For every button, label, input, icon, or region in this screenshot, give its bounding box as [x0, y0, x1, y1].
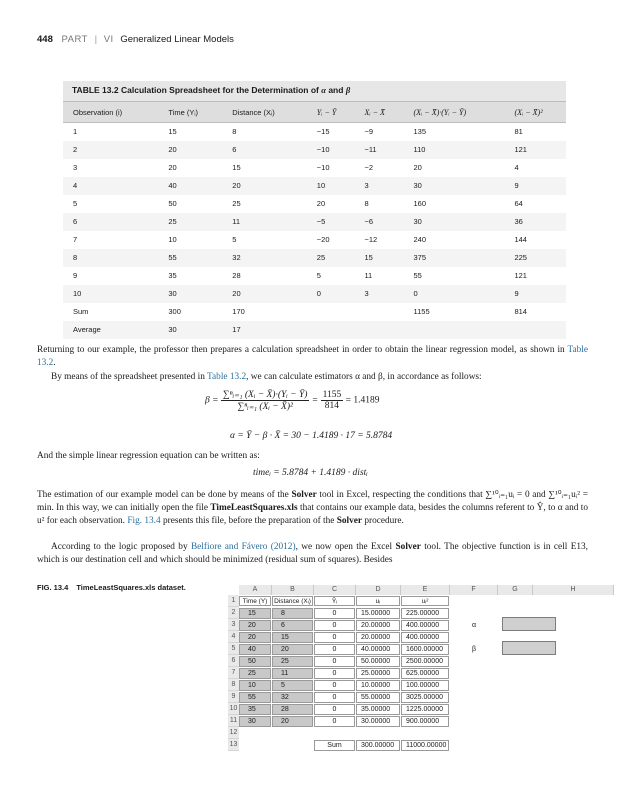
table-row [63, 285, 566, 303]
table-cell [504, 321, 566, 339]
column-letter: A [239, 585, 272, 595]
table-row [63, 267, 566, 285]
table-cell: −5 [307, 213, 355, 231]
table-cell: Average [63, 321, 158, 339]
table-cell: 17 [222, 321, 307, 339]
sheet-cell[interactable]: 15 [272, 632, 313, 643]
table-cell: 20 [158, 159, 222, 177]
sheet-cell[interactable]: 0 [314, 716, 355, 727]
table-cell: 170 [222, 303, 307, 321]
table-link[interactable]: Table 13.2 [207, 372, 247, 382]
table-cell: −12 [354, 231, 403, 249]
sum-e-cell[interactable]: 11000.00000 [401, 740, 449, 751]
table-caption: TABLE 13.2 Calculation Spreadsheet for the Determination of α and β [72, 85, 351, 95]
table-cell: 30 [403, 213, 504, 231]
sheet-cell[interactable]: 20 [239, 632, 271, 643]
table-cell: 15 [354, 249, 403, 267]
table-cell: 9 [63, 267, 158, 285]
sheet-cell[interactable]: 30.00000 [356, 716, 400, 727]
row-number: 10 [228, 703, 239, 715]
header-cell[interactable]: Distance (Xᵢ) [272, 596, 313, 606]
table-cell [354, 303, 403, 321]
table-cell: 55 [403, 267, 504, 285]
table-cell: 81 [504, 123, 566, 141]
table-row [63, 177, 566, 195]
alpha-label: α [471, 622, 477, 629]
table-cell: −9 [354, 123, 403, 141]
table-row [63, 213, 566, 231]
table-cell: 8 [222, 123, 307, 141]
table-cell: 25 [158, 213, 222, 231]
row-number: 4 [228, 631, 239, 643]
table-row [63, 195, 566, 213]
table-cell: 814 [504, 303, 566, 321]
row-number: 5 [228, 643, 239, 655]
table-row [63, 303, 566, 321]
row-number: 11 [228, 715, 239, 727]
column-letter: E [401, 585, 450, 595]
column-letter: G [498, 585, 533, 595]
table-cell: 30 [158, 321, 222, 339]
table-cell: 121 [504, 141, 566, 159]
sheet-cell[interactable]: 900.00000 [401, 716, 449, 727]
table-cell: 9 [504, 177, 566, 195]
table-cell: 0 [403, 285, 504, 303]
table-cell: 20 [403, 159, 504, 177]
table-cell: 11 [222, 213, 307, 231]
header-separator: | [94, 34, 98, 45]
sheet-cell[interactable]: 400.00000 [401, 632, 449, 643]
table-cell: 32 [222, 249, 307, 267]
table-cell: 3 [354, 177, 403, 195]
header-cell[interactable]: uᵢ² [401, 596, 449, 606]
sheet-cell[interactable]: 100.00000 [401, 680, 449, 691]
chapter-title: Generalized Linear Models [120, 34, 234, 45]
table-link[interactable]: Table 13.2 [37, 345, 588, 368]
sheet-cell[interactable]: 0 [314, 692, 355, 703]
table-cell: 15 [222, 159, 307, 177]
sheet-cell[interactable]: 25 [239, 668, 271, 679]
row-number: 9 [228, 691, 239, 703]
table-cell: 20 [307, 195, 355, 213]
beta-equation: β = $\frac{\text{∑ⁿᵢ₌₁ (Xᵢ − X̄)·(Yᵢ − Ȳ)}}{\text{∑ⁿᵢ₌₁ (Xᵢ − X̄)²}}$ = $\frac{1155}{814}$ = 1.4189 [205, 390, 380, 412]
row-number: 6 [228, 655, 239, 667]
table-cell: 6 [222, 141, 307, 159]
row-number: 13 [228, 739, 239, 751]
sheet-cell[interactable]: 400.00000 [401, 620, 449, 631]
sheet-cell[interactable]: 625.00000 [401, 668, 449, 679]
row-number: 7 [228, 667, 239, 679]
sheet-cell[interactable]: 225.00000 [401, 608, 449, 619]
header-cell[interactable]: Ŷᵢ [314, 596, 355, 606]
table-cell: 0 [307, 285, 355, 303]
table-cell: 8 [63, 249, 158, 267]
column-header: Distance (Xᵢ) [222, 102, 307, 123]
running-header [37, 34, 234, 45]
table-cell: 4 [504, 159, 566, 177]
figure-link[interactable]: Fig. 13.4 [127, 516, 161, 526]
table-cell: 10 [158, 231, 222, 249]
sheet-cell[interactable]: 10 [239, 680, 271, 691]
sheet-cell[interactable]: 1225.00000 [401, 704, 449, 715]
header-cell[interactable]: uᵢ [356, 596, 400, 606]
table-cell: 20 [222, 285, 307, 303]
sheet-cell[interactable]: 40 [239, 644, 271, 655]
column-letter: D [356, 585, 401, 595]
paragraph-4: The estimation of our example model can be done by means of the Solver tool in Excel, respecting the conditions that ∑¹⁰ᵢ₌₁uᵢ = 0 and ∑¹⁰ᵢ₌₁uᵢ² = min. In this way, we can initially open the file TimeLeastSquares.xls that contains our example data, besides the columns referent to Ŷ, to α and to u² for each observation. Fig. 13.4 presents this file, before the preparation of the Solver procedure. [37, 490, 588, 526]
column-header: Observation (i) [63, 102, 158, 123]
table-row [63, 231, 566, 249]
table-cell: 11 [354, 267, 403, 285]
table-cell: 20 [222, 177, 307, 195]
sheet-cell[interactable]: 20 [239, 620, 271, 631]
table-cell: 50 [158, 195, 222, 213]
figure-caption: FIG. 13.4 TimeLeastSquares.xls dataset. [37, 583, 186, 592]
column-header: (Xᵢ − X̄)² [504, 102, 566, 123]
table-cell: −15 [307, 123, 355, 141]
sheet-cell[interactable]: 0 [314, 608, 355, 619]
table-cell: −6 [354, 213, 403, 231]
sheet-cell[interactable]: 2500.00000 [401, 656, 449, 667]
sheet-cell[interactable]: 20 [272, 644, 313, 655]
sheet-cell[interactable]: 11 [272, 668, 313, 679]
sheet-cell[interactable]: 50 [239, 656, 271, 667]
calc-table [63, 101, 566, 339]
table-cell: 30 [158, 285, 222, 303]
sum-d-cell[interactable]: 300.00000 [356, 740, 400, 751]
table-cell: 375 [403, 249, 504, 267]
table-cell: 25 [307, 249, 355, 267]
table-cell: 15 [158, 123, 222, 141]
row-number: 3 [228, 619, 239, 631]
sheet-cell[interactable]: 35 [239, 704, 271, 715]
table-cell: 8 [354, 195, 403, 213]
table-cell: 9 [504, 285, 566, 303]
table-row [63, 321, 566, 339]
paragraph-3: And the simple linear regression equation can be written as: [37, 451, 260, 461]
spreadsheet-figure [228, 585, 614, 757]
sheet-cell[interactable]: 35.00000 [356, 704, 400, 715]
table-cell: 135 [403, 123, 504, 141]
table-cell: 6 [63, 213, 158, 231]
sheet-cell[interactable]: 0 [314, 620, 355, 631]
sheet-cell[interactable]: 55.00000 [356, 692, 400, 703]
page-number: 448 [37, 34, 53, 45]
table-cell: −10 [307, 141, 355, 159]
sheet-cell[interactable]: 20.00000 [356, 632, 400, 643]
table-cell: 28 [222, 267, 307, 285]
table-cell: 7 [63, 231, 158, 249]
sheet-cell[interactable]: 15 [239, 608, 271, 619]
table-cell: 10 [63, 285, 158, 303]
table-cell: 3 [354, 285, 403, 303]
sheet-cell[interactable]: 1600.00000 [401, 644, 449, 655]
table-cell: 1 [63, 123, 158, 141]
table-cell: 1155 [403, 303, 504, 321]
table-cell: −2 [354, 159, 403, 177]
column-header: Time (Yᵢ) [158, 102, 222, 123]
sum-label-cell[interactable]: Sum [314, 740, 355, 751]
sheet-cell[interactable]: 8 [272, 608, 313, 619]
paragraph-5: According to the logic proposed by Belfiore and Fávero (2012), we now open the Excel Solver tool. The objective function is in cell E13, which is our destination cell and which should be minimized (residual sum of squares). Besides [37, 542, 589, 565]
table-cell: 300 [158, 303, 222, 321]
table-cell: 144 [504, 231, 566, 249]
table-cell: 4 [63, 177, 158, 195]
regression-equation: timeᵢ = 5.8784 + 1.4189 · distᵢ [253, 468, 368, 478]
column-letter: C [314, 585, 356, 595]
table-cell: 160 [403, 195, 504, 213]
table-cell: Sum [63, 303, 158, 321]
sheet-cell[interactable]: 32 [272, 692, 313, 703]
sheet-cell[interactable]: 0 [314, 644, 355, 655]
sheet-cell[interactable]: 25.00000 [356, 668, 400, 679]
table-cell: 121 [504, 267, 566, 285]
table-cell [354, 321, 403, 339]
table-cell: 30 [403, 177, 504, 195]
table-cell [307, 321, 355, 339]
table-cell: −10 [307, 159, 355, 177]
table-row [63, 249, 566, 267]
sheet-cell[interactable]: 55 [239, 692, 271, 703]
table-cell: 110 [403, 141, 504, 159]
table-cell: 225 [504, 249, 566, 267]
header-cell[interactable]: Time (Y) [239, 596, 271, 606]
alpha-input-cell[interactable] [502, 617, 556, 631]
paragraph-1: Returning to our example, the professor then prepares a calculation spreadsheet in order to obtain the linear regression model, as shown in Table 13.2. [37, 345, 588, 368]
paragraph-2: By means of the spreadsheet presented in Table 13.2, we can calculate estimators α and β, in accordance as follows: [51, 372, 482, 382]
sheet-cell[interactable]: 30 [239, 716, 271, 727]
table-cell [307, 303, 355, 321]
column-header: (Xᵢ − X̄)·(Yᵢ − Ȳ) [403, 102, 504, 123]
table-cell: 55 [158, 249, 222, 267]
table-cell: 35 [158, 267, 222, 285]
table-cell: 5 [63, 195, 158, 213]
sheet-cell[interactable]: 5 [272, 680, 313, 691]
row-number: 1 [228, 595, 239, 607]
beta-label: β [471, 646, 477, 653]
table-cell: 40 [158, 177, 222, 195]
row-number: 2 [228, 607, 239, 619]
table-cell: 36 [504, 213, 566, 231]
sheet-cell[interactable]: 25 [272, 656, 313, 667]
table-cell: 3 [63, 159, 158, 177]
part-label: PART [61, 34, 88, 45]
sheet-cell[interactable]: 0 [314, 632, 355, 643]
table-cell [403, 321, 504, 339]
table-cell: 5 [222, 231, 307, 249]
table-header-row [63, 102, 566, 123]
sheet-cell[interactable]: 20.00000 [356, 620, 400, 631]
table-cell: 5 [307, 267, 355, 285]
table-row [63, 141, 566, 159]
table-cell: 20 [158, 141, 222, 159]
column-letter: H [533, 585, 614, 595]
column-header: Xᵢ − X̄ [354, 102, 403, 123]
row-number: 12 [228, 727, 239, 739]
column-letter: B [272, 585, 314, 595]
sheet-cell[interactable]: 20 [272, 716, 313, 727]
beta-input-cell[interactable] [502, 641, 556, 655]
sheet-cell[interactable]: 15.00000 [356, 608, 400, 619]
table-row [63, 123, 566, 141]
sheet-cell[interactable]: 0 [314, 704, 355, 715]
table-cell: 64 [504, 195, 566, 213]
row-number: 8 [228, 679, 239, 691]
calculation-table [63, 81, 566, 334]
sheet-cell[interactable]: 6 [272, 620, 313, 631]
table-cell: 240 [403, 231, 504, 249]
sheet-cell[interactable]: 0 [314, 656, 355, 667]
table-body [63, 123, 566, 339]
reference-link[interactable]: Belfiore and Fávero (2012) [190, 542, 296, 552]
alpha-equation: α = Ȳ − β · X̄ = 30 − 1.4189 · 17 = 5.8784 [230, 431, 393, 441]
column-header: Yᵢ − Ȳ [307, 102, 355, 123]
sheet-cell[interactable]: 0 [314, 680, 355, 691]
table-cell: −20 [307, 231, 355, 249]
part-number: VI [103, 34, 114, 45]
table-row [63, 159, 566, 177]
sheet-cell[interactable]: 28 [272, 704, 313, 715]
table-cell: −11 [354, 141, 403, 159]
sheet-cell[interactable]: 3025.00000 [401, 692, 449, 703]
sheet-cell[interactable]: 10.00000 [356, 680, 400, 691]
sheet-cell[interactable]: 50.00000 [356, 656, 400, 667]
table-cell: 25 [222, 195, 307, 213]
sheet-cell[interactable]: 0 [314, 668, 355, 679]
table-cell: 10 [307, 177, 355, 195]
sheet-cell[interactable]: 40.00000 [356, 644, 400, 655]
column-letter: F [450, 585, 498, 595]
table-cell: 2 [63, 141, 158, 159]
